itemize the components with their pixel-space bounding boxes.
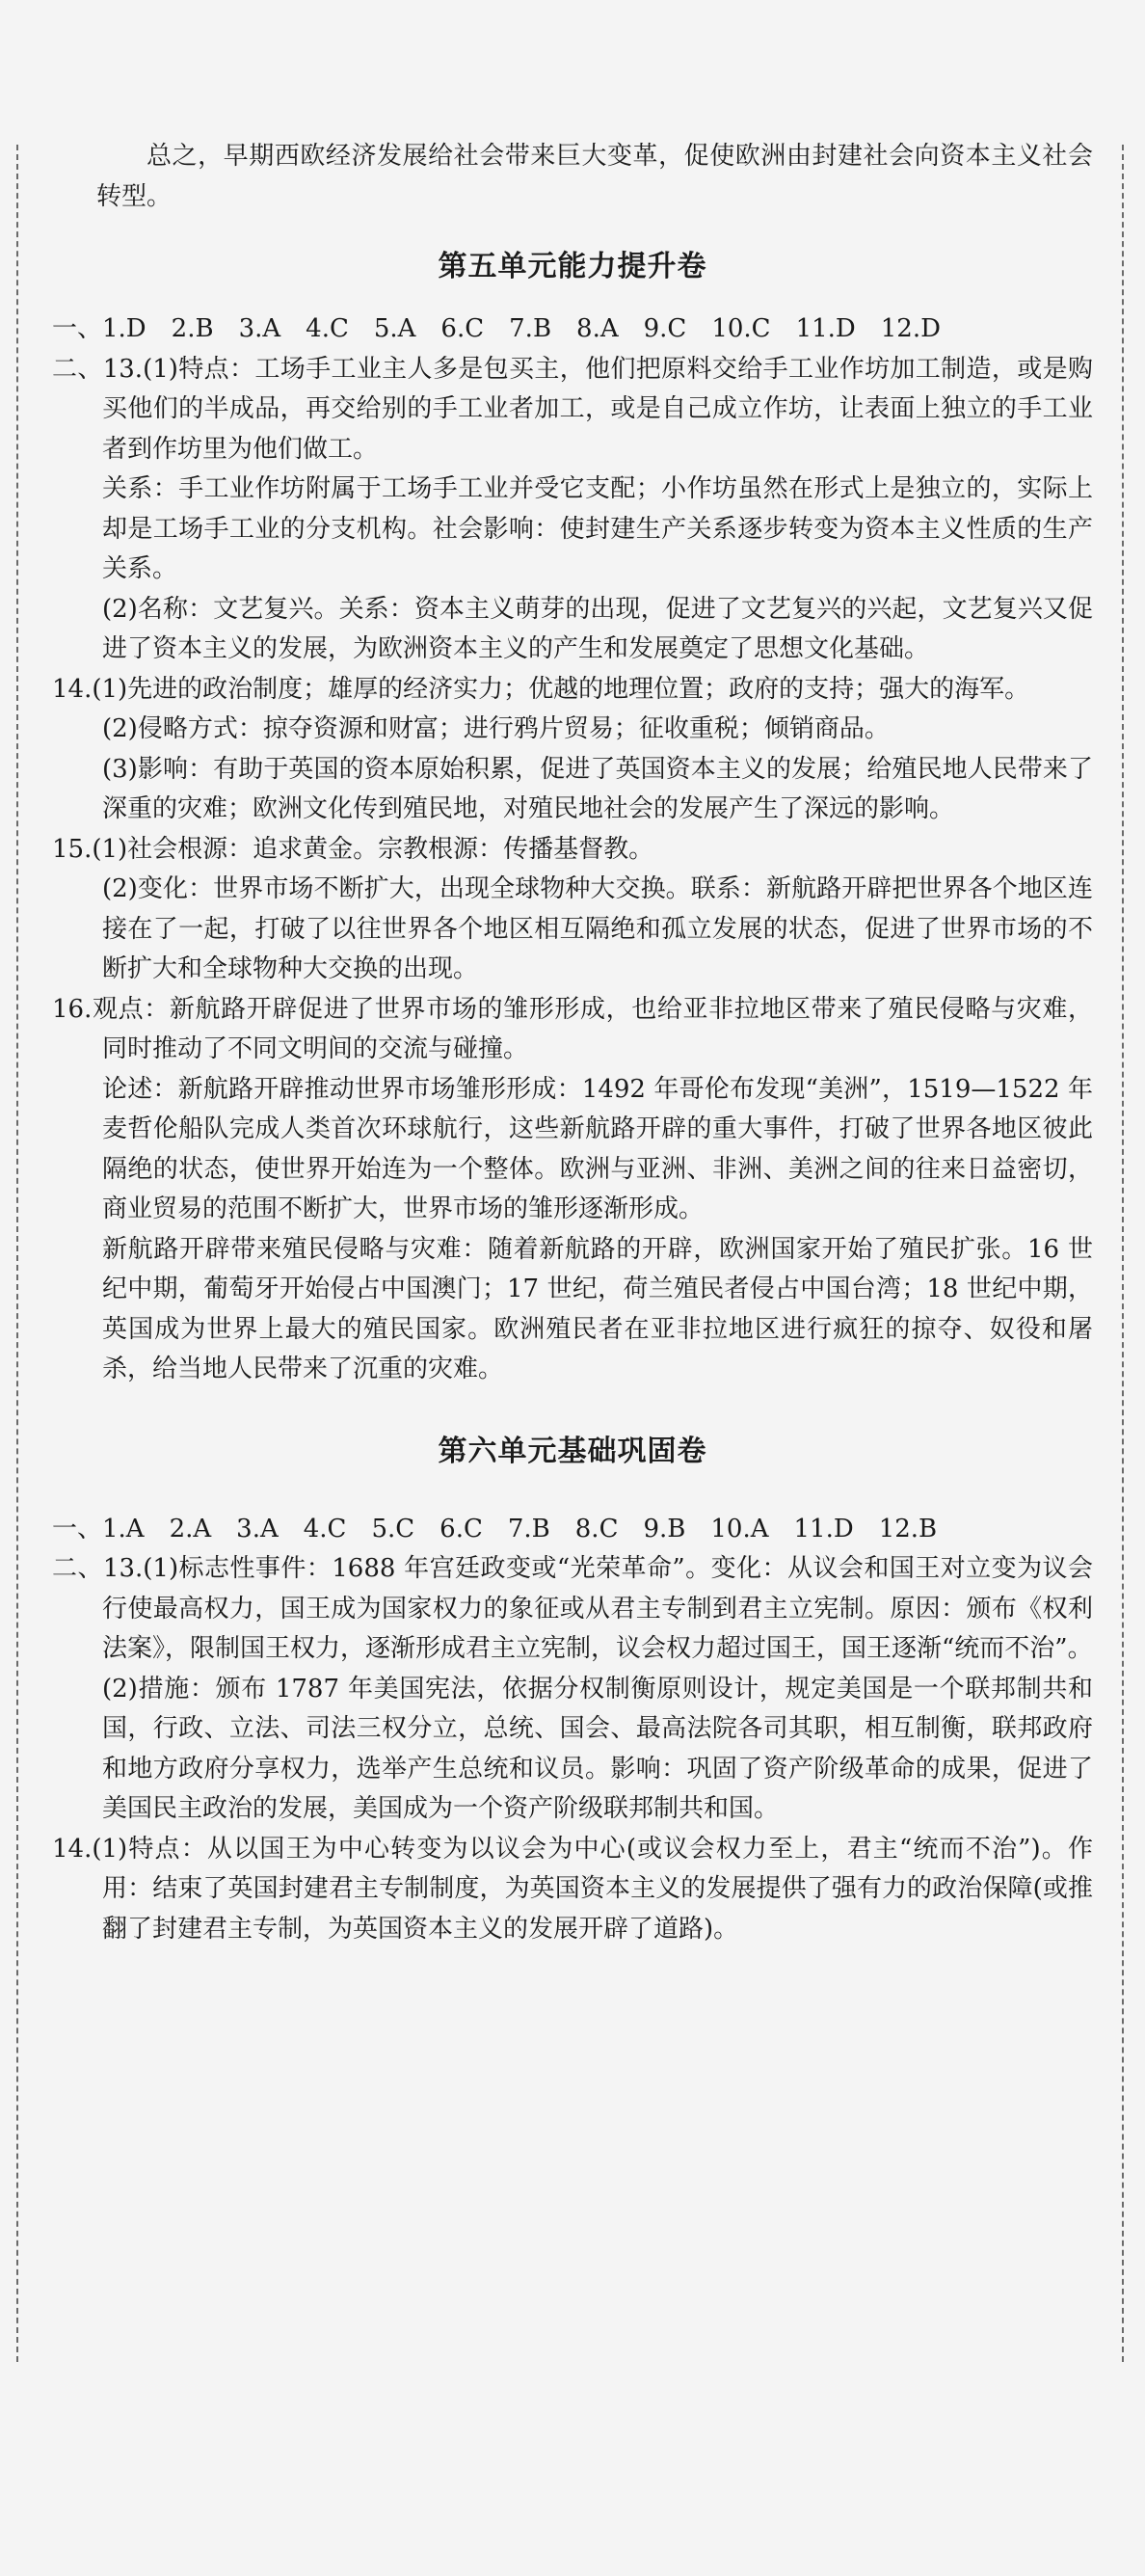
right-margin-dashed-line (1122, 145, 1124, 2362)
unit6-q13-part1: 二、13.(1)标志性事件：1688 年宫廷政变或“光荣革命”。变化：从议会和国王对立变为议会行使最高权力，国王成为国家权力的象征或从君主专制到君主立宪制。原因：颁布《权利法案》，限制国王权力，逐渐形成君主立宪制，议会权力超过国王，国王逐渐“统而不治”。 (52, 1554, 1093, 1663)
unit6-title: 第六单元基础巩固卷 (438, 1434, 707, 1468)
unit5-q16-argument-2: 新航路开辟带来殖民侵略与灾难：随着新航路的开辟，欧洲国家开始了殖民扩张。16 世纪中期，葡萄牙开始侵占中国澳门；17 世纪，荷兰殖民者侵占中国台湾；18 世纪中期，英国成为世界上最大的殖民国家。欧洲殖民者在亚非拉地区进行疯狂的掠夺、奴役和屠杀，给当地人民带来了沉重的灾难。 (102, 1234, 1093, 1383)
intro-paragraph: 总之，早期西欧经济发展给社会带来巨大变革，促使欧洲由封建社会向资本主义社会转型。 (96, 142, 1093, 211)
unit5-q15-part2: (2)变化：世界市场不断扩大，出现全球物种大交换。联系：新航路开辟把世界各个地区连接在了一起，打破了以往世界各个地区相互隔绝和孤立发展的状态，促进了世界市场的不断扩大和全球物种大交换的出现。 (102, 874, 1093, 983)
unit5-q13-relation: 关系：手工业作坊附属于工场手工业并受它支配；小作坊虽然在形式上是独立的，实际上却是工场手工业的分支机构。社会影响：使封建生产关系逐步转变为资本主义性质的生产关系。 (102, 474, 1093, 583)
unit5-q15-part1: 15.(1)社会根源：追求黄金。宗教根源：传播基督教。 (52, 834, 654, 864)
unit5-q14-part3: (3)影响：有助于英国的资本原始积累，促进了英国资本主义的发展；给殖民地人民带来了深重的灾难；欧洲文化传到殖民地，对殖民地社会的发展产生了深远的影响。 (102, 754, 1093, 823)
unit5-q16-argument-1: 论述：新航路开辟推动世界市场雏形形成：1492 年哥伦布发现“美洲”，1519—1522 年麦哲伦船队完成人类首次环球航行，这些新航路开辟的重大事件，打破了世界各地区彼此隔绝的状态，使世界开始连为一个整体。欧洲与亚洲、非洲、美洲之间的往来日益密切，商业贸易的范围不断扩大，世界市场的雏形逐渐形成。 (102, 1074, 1093, 1223)
unit6-q14-part1: 14.(1)特点：从以国王为中心转变为以议会为中心(或议会权力至上，君主“统而不治”)。作用：结束了英国封建君主专制制度，为英国资本主义的发展提供了强有力的政治保障(或推翻了封建君主专制，为英国资本主义的发展开辟了道路)。 (52, 1834, 1093, 1944)
left-margin-dashed-line (16, 145, 18, 2362)
answer-document (52, 137, 1093, 1949)
unit5-q13-part2: (2)名称：文艺复兴。关系：资本主义萌芽的出现，促进了文艺复兴的兴起，文艺复兴又促进了资本主义的发展，为欧洲资本主义的产生和发展奠定了思想文化基础。 (102, 594, 1093, 663)
unit5-title: 第五单元能力提升卷 (438, 250, 707, 283)
unit5-choice-answers: 一、1.D 2.B 3.A 4.C 5.A 6.C 7.B 8.A 9.C 10.C 11.D 12.D (52, 314, 941, 343)
unit5-q14-part2: (2)侵略方式：掠夺资源和财富；进行鸦片贸易；征收重税；倾销商品。 (102, 714, 890, 743)
unit5-q16-view: 16.观点：新航路开辟促进了世界市场的雏形形成，也给亚非拉地区带来了殖民侵略与灾难，同时推动了不同文明间的交流与碰撞。 (52, 994, 1093, 1063)
unit5-q13-part1: 二、13.(1)特点：工场手工业主人多是包买主，他们把原料交给手工业作坊加工制造，或是购买他们的半成品，再交给别的手工业者加工，或是自己成立作坊，让表面上独立的手工业者到作坊里为他们做工。 (52, 354, 1093, 464)
unit5-q14-part1: 14.(1)先进的政治制度；雄厚的经济实力；优越的地理位置；政府的支持；强大的海军。 (52, 674, 1030, 704)
unit6-choice-answers: 一、1.A 2.A 3.A 4.C 5.C 6.C 7.B 8.C 9.B 10.A 11.D 12.B (52, 1514, 938, 1543)
unit6-q13-part2: (2)措施：颁布 1787 年美国宪法，依据分权制衡原则设计，规定美国是一个联邦制共和国，行政、立法、司法三权分立，总统、国会、最高法院各司其职，相互制衡，联邦政府和地方政府分享权力，选举产生总统和议员。影响：巩固了资产阶级革命的成果，促进了美国民主政治的发展，美国成为一个资产阶级联邦制共和国。 (102, 1674, 1093, 1823)
